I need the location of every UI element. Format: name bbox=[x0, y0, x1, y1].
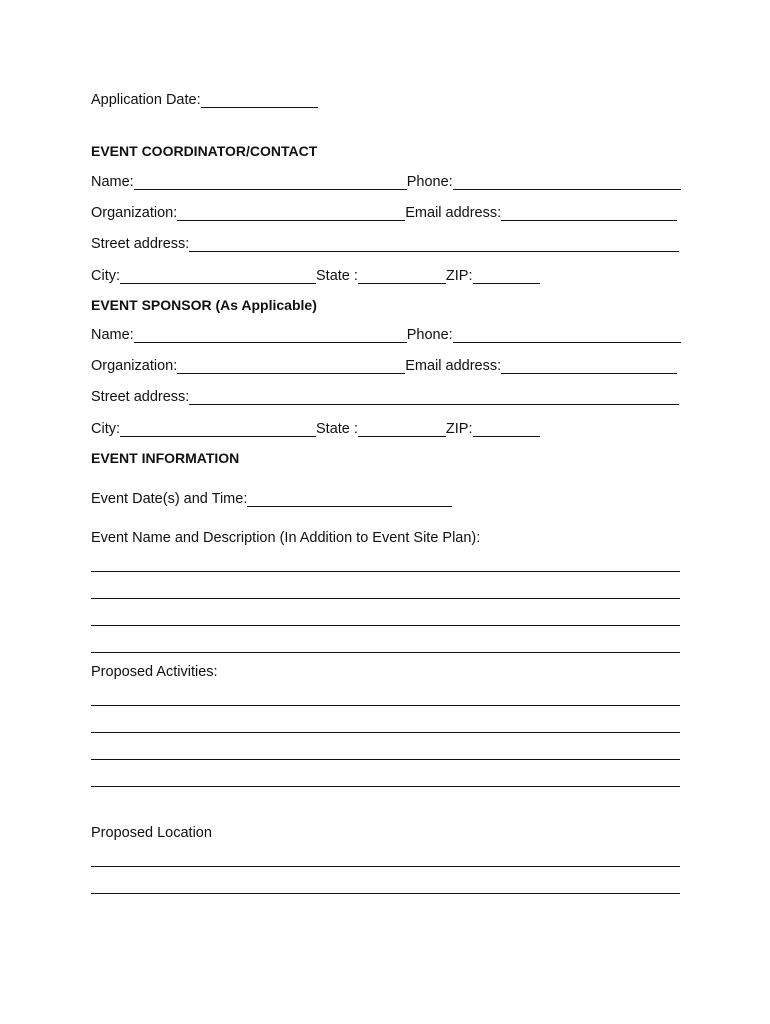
event-description-label: Event Name and Description (In Addition to Event Site Plan): bbox=[91, 530, 481, 546]
sponsor-organization-row bbox=[91, 354, 677, 374]
location-line[interactable] bbox=[91, 893, 680, 894]
sponsor-street-row bbox=[91, 385, 679, 405]
coordinator-email-field[interactable] bbox=[501, 206, 677, 221]
coordinator-email-label: Email address: bbox=[405, 205, 502, 221]
coordinator-name-label: Name: bbox=[91, 174, 134, 190]
description-line[interactable] bbox=[91, 571, 680, 572]
event-info-heading: EVENT INFORMATION bbox=[91, 450, 240, 466]
coordinator-organization-field[interactable] bbox=[177, 206, 405, 221]
activities-line[interactable] bbox=[91, 759, 680, 760]
sponsor-organization-label: Organization: bbox=[91, 358, 178, 374]
coordinator-organization-row bbox=[91, 201, 677, 221]
sponsor-city-label: City: bbox=[91, 421, 120, 437]
application-date-field[interactable] bbox=[201, 93, 318, 108]
description-line[interactable] bbox=[91, 625, 680, 626]
application-date-label: Application Date: bbox=[91, 92, 201, 108]
coordinator-street-row bbox=[91, 232, 679, 252]
sponsor-name-row bbox=[91, 323, 681, 343]
event-dates-label: Event Date(s) and Time: bbox=[91, 491, 248, 507]
coordinator-organization-label: Organization: bbox=[91, 205, 178, 221]
sponsor-phone-field[interactable] bbox=[453, 328, 681, 343]
sponsor-state-field[interactable] bbox=[358, 422, 446, 437]
coordinator-city-field[interactable] bbox=[120, 269, 316, 284]
activities-line[interactable] bbox=[91, 732, 680, 733]
coordinator-street-label: Street address: bbox=[91, 236, 190, 252]
sponsor-email-field[interactable] bbox=[501, 359, 677, 374]
coordinator-street-field[interactable] bbox=[189, 237, 679, 252]
sponsor-city-row bbox=[91, 417, 540, 437]
proposed-location-label: Proposed Location bbox=[91, 825, 212, 841]
activities-line[interactable] bbox=[91, 786, 680, 787]
sponsor-email-label: Email address: bbox=[405, 358, 502, 374]
sponsor-zip-field[interactable] bbox=[473, 422, 540, 437]
sponsor-city-field[interactable] bbox=[120, 422, 316, 437]
application-date-row bbox=[91, 88, 318, 108]
description-line[interactable] bbox=[91, 652, 680, 653]
description-line[interactable] bbox=[91, 598, 680, 599]
sponsor-street-label: Street address: bbox=[91, 389, 190, 405]
sponsor-name-field[interactable] bbox=[134, 328, 407, 343]
location-line[interactable] bbox=[91, 866, 680, 867]
coordinator-city-label: City: bbox=[91, 268, 120, 284]
event-dates-field[interactable] bbox=[247, 492, 452, 507]
coordinator-state-label: State : bbox=[316, 268, 358, 284]
coordinator-zip-label: ZIP: bbox=[445, 268, 473, 284]
sponsor-heading: EVENT SPONSOR (As Applicable) bbox=[91, 297, 317, 313]
sponsor-organization-field[interactable] bbox=[177, 359, 405, 374]
coordinator-state-field[interactable] bbox=[358, 269, 446, 284]
coordinator-name-field[interactable] bbox=[134, 175, 407, 190]
sponsor-street-field[interactable] bbox=[189, 390, 679, 405]
proposed-activities-label: Proposed Activities: bbox=[91, 664, 218, 680]
coordinator-heading: EVENT COORDINATOR/CONTACT bbox=[91, 143, 318, 159]
coordinator-name-row bbox=[91, 170, 681, 190]
event-dates-row bbox=[91, 487, 452, 507]
sponsor-zip-label: ZIP: bbox=[445, 421, 473, 437]
sponsor-phone-label: Phone: bbox=[406, 327, 453, 343]
sponsor-name-label: Name: bbox=[91, 327, 134, 343]
coordinator-phone-label: Phone: bbox=[406, 174, 453, 190]
coordinator-zip-field[interactable] bbox=[473, 269, 540, 284]
coordinator-phone-field[interactable] bbox=[453, 175, 681, 190]
activities-line[interactable] bbox=[91, 705, 680, 706]
coordinator-city-row bbox=[91, 264, 540, 284]
sponsor-state-label: State : bbox=[316, 421, 358, 437]
